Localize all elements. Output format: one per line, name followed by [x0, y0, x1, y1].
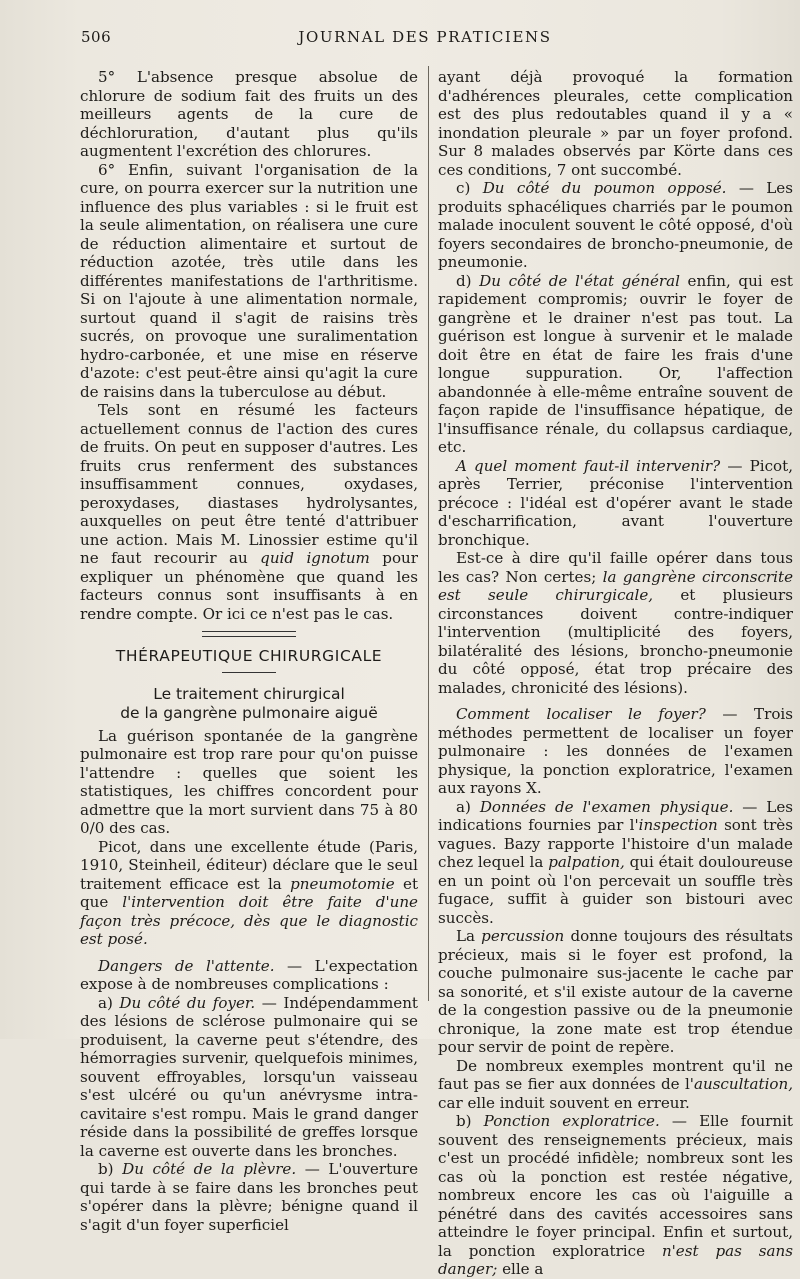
- text-run: Picot, dans une excellente étude (Paris, 1910, Steinheil, éditeur) déclare que le seul traitement efficace est la: [80, 837, 418, 893]
- text-run: La: [456, 927, 482, 945]
- paragraph: [438, 457, 793, 550]
- text-run: b): [98, 1160, 123, 1178]
- text-run: — Picot, après Terrier, préconise l'intervention précoce : l'idéal est d'opérer avant le stade d'escharrification, avant l'ouverture bronchique.: [438, 456, 793, 549]
- left-column: [80, 68, 418, 1234]
- article-title-line-1: Le traitement chirurgical: [153, 684, 345, 703]
- paragraph: [438, 705, 793, 798]
- paragraph: [438, 272, 793, 457]
- italic-text: auscultation,: [693, 1075, 793, 1093]
- text-run: et que: [80, 874, 419, 911]
- paragraph: [438, 927, 793, 1057]
- text-run: qui était douloureuse en un point où l'on percevait un souffle très fugace, suffit à guider son bistouri avec succès.: [438, 853, 793, 927]
- paragraph: [80, 838, 418, 949]
- italic-heading: A quel moment faut-il intervenir?: [456, 456, 721, 475]
- italic-text: n'est pas sans danger;: [438, 1241, 794, 1278]
- paragraph: La guérison spontanée de la gangrène pulmonaire est trop rare pour qu'on puisse l'attendre : quelles que soient les statistiques, les chiffres concordent pour admettre que la mort survient dans 75 à 80 0/0 des cas.: [80, 726, 418, 837]
- text-run: — L'ouverture qui tarde à se faire dans les bronches peut s'opérer dans la plèvre; bénigne quand il s'agit d'un foyer superficiel: [80, 1160, 419, 1234]
- paragraph: ayant déjà provoqué la formation d'adhérences pleurales, cette complication est des plus redoutables quand il y a « inondation pleurale » par un foyer profond. Sur 8 malades observés par Körte dans ces ces conditions, 7 ont succombé.: [438, 68, 793, 179]
- article-title-line-2: de la gangrène pulmonaire aiguë: [120, 703, 378, 722]
- paragraph: [438, 549, 793, 697]
- text-run: b): [456, 1112, 484, 1130]
- text-run: pour expliquer un phénomène que quand les facteurs connus sont insuffisants à en rendre compte. Or ici ce n'est pas le cas.: [80, 549, 418, 623]
- italic-heading: Du côté de l'état général: [479, 271, 680, 290]
- text-run: elle a: [497, 1260, 544, 1278]
- paragraph: [80, 957, 418, 994]
- italic-text: quid ignotum: [260, 549, 370, 567]
- paragraph: [438, 179, 793, 272]
- italic-text: pneumotomie: [290, 874, 395, 893]
- text-run: — L'expectation expose à de nombreuses complications :: [80, 956, 418, 993]
- paragraph: 5° L'absence presque absolue de chlorure de sodium fait des fruits un des meilleurs agents de la cure de déchloruration, d'autant plus qu'ils augmentent l'excrétion des chlorures.: [80, 68, 418, 160]
- text-run: c): [456, 179, 483, 197]
- text-run: a): [456, 797, 480, 816]
- text-run: d): [456, 271, 480, 290]
- section-title: THÉRAPEUTIQUE CHIRURGICALE: [115, 647, 383, 665]
- text-run: donne toujours des résultats précieux, mais si le foyer est profond, la couche pulmonaire sus-jacente le cache par sa sonorité, et s'il existe autour de la caverne de la congestion passive ou de la pneumonie chronique, la zone mate est trop étendue pour servir de point de repère.: [438, 927, 793, 1056]
- italic-text: inspection: [638, 816, 718, 834]
- italic-heading: Du côté de la plèvre.: [122, 1160, 297, 1178]
- text-run: Tels sont en résumé les facteurs actuellement connus de l'action des cures de fruits. On peut en supposer d'autres. Les fruits crus renferment des substances insuffisamment connues, oxydases, peroxydases, diastases hydrolysantes, auxquelles on peut être tenté d'attribuer une action. Mais M. Linossier estime qu'il ne faut recourir au: [80, 401, 418, 567]
- italic-heading: Du côté du poumon opposé.: [482, 179, 727, 197]
- italic-heading: Dangers de l'attente.: [98, 956, 275, 975]
- double-rule-separator: [202, 631, 296, 637]
- italic-heading: Données de l'examen physique.: [479, 797, 734, 816]
- page-number: 506: [81, 28, 112, 46]
- paragraph: [80, 994, 418, 1161]
- text-run: a): [98, 993, 120, 1012]
- paragraph: [438, 1057, 793, 1113]
- italic-heading: Ponction exploratrice.: [483, 1112, 660, 1130]
- paragraph: [438, 798, 793, 928]
- text-run: et plusieurs circonstances doivent contre-indiquer l'intervention (multiplicité des foyers, bilatéralité des lésions, broncho-pneumonie du côté opposé, état trop précaire des malades, chronicité des lésions).: [438, 586, 793, 697]
- right-column: [438, 68, 793, 1279]
- page-header: [60, 28, 790, 50]
- italic-heading: Comment localiser le foyer?: [456, 705, 706, 723]
- text-run: — Trois méthodes permettent de localiser un foyer pulmonaire : les données de l'examen physique, la ponction exploratrice, l'examen aux rayons X.: [438, 705, 793, 797]
- text-run: Est-ce à dire qu'il faille opérer dans tous les cas? Non certes;: [438, 549, 793, 586]
- paragraph: [438, 1112, 793, 1279]
- italic-text: palpation,: [548, 853, 625, 871]
- paragraph: [80, 401, 418, 623]
- short-rule-separator: [222, 672, 276, 673]
- text-run: — Les produits sphacéliques charriés par le poumon malade inoculent souvent le côté opposé, d'où foyers secondaires de broncho-pneumonie, de pneumonie.: [438, 179, 793, 271]
- paragraph: [80, 1160, 418, 1234]
- italic-text: l'intervention doit être faite d'une façon très précoce, dès que le diagnostic est posé.: [80, 893, 418, 948]
- text-run: — Elle fournit souvent des renseignements précieux, mais c'est un procédé infidèle; nombreux sont les cas où la ponction est restée négative, nombreux encore les cas où l'aiguille a pénétré dans des cavités accessoires sans atteindre le foyer principal. Enfin et surtout, la ponction exploratrice: [438, 1112, 793, 1260]
- text-run: — Les indications fournies par l': [438, 797, 793, 834]
- column-divider: [428, 66, 429, 1001]
- text-run: De nombreux exemples montrent qu'il ne faut pas se fier aux données de l': [438, 1056, 793, 1093]
- text-run: car elle induit souvent en erreur.: [438, 1093, 690, 1112]
- text-run: — Indépendamment des lésions de sclérose pulmonaire qui se produisent, la caverne peut s'étendre, des hémorragies survenir, quelquefois minimes, souvent effroyables, lorsqu'un vaisseau s'est ulcéré ou qu'un anévrysme intra-cavitaire s'est rompu. Mais le grand danger réside dans la possibilité de greffes lorsque la caverne est ouverte dans les bronches.: [80, 993, 418, 1160]
- italic-text: percussion: [481, 927, 565, 945]
- italic-heading: Du côté du foyer.: [119, 993, 256, 1012]
- running-head: JOURNAL DES PRATICIENS: [298, 28, 552, 46]
- text-run: enfin, qui est rapidement compromis; ouvrir le foyer de gangrène et le drainer n'est pas tout. La guérison est longue à survenir et le malade doit être en état de faire les frais d'une longue suppuration. Or, l'affection abandonnée à elle-même entraîne souvent de façon rapide de l'insuffisance hépatique, de l'insuffisance rénale, du collapsus cardiaque, etc.: [438, 271, 793, 456]
- paragraph: 6° Enfin, suivant l'organisation de la cure, on pourra exercer sur la nutrition une influence des plus variables : si le fruit est la seule alimentation, on réalisera une cure de réduction alimentaire et surtout de réduction azotée, très utile dans les différentes manifestations de l'arthritisme. Si on l'ajoute à une alimentation normale, surtout quand il s'agit de raisins très sucrés, on provoque une suralimentation hydro-carbonée, et une mise en réserve d'azote: c'est peut-être ainsi qu'agit la cure de raisins dans la tuberculose au début.: [80, 160, 418, 401]
- text-run: sont très vagues. Bazy rapporte l'histoire d'un malade chez lequel la: [438, 816, 793, 871]
- italic-text: la gangrène circonscrite est seule chirurgicale,: [438, 567, 794, 604]
